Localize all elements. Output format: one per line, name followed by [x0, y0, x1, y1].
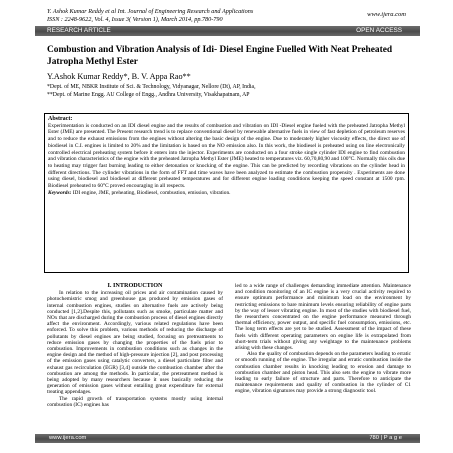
- left-paragraph-1: In relation to the increasing oil prices and air contamination caused by photochemistric smog and greenhouse gas produced by emission gases of internal combustion engines, studies on alternative fuels are actively being conducted [1,2].Despite this, pollutants such as smoke, particulate matter and NOx that are discharged during the combustion process of diesel engines directly affect the environment. Accordingly, various related regulations have been enforced. To solve this problem, various methods of reducing the discharge of pollutants by diesel engines are being studied, focusing on pretreatments to reduce emission gases by changing the properties of the fuels prior to combustion. Improvements in combustion conditions such as changes in the engine design and the method of high-pressure injection [2], and post processing of the emission gases using catalytic converters, a diesel particulate filter and exhaust gas recirculation (EGR) [3,4] outside the combustion chamber after the combustion are among the methods. In particular, the pretreatment method is being adopted by many researchers because it uses basically reducing the generation of emission gases without entailing great expenditure for external treating appendages.: [47, 290, 223, 396]
- journal-issn-line: ISSN : 2248-9622, Vol. 4, Issue 3( Version 1), March 2014, pp.780-790: [47, 16, 223, 23]
- affiliation-2: **Dept. of Marine Engg. AU College of Engg., Andhra University, Visakhapatnam, AP: [47, 92, 250, 98]
- keywords-text: IDI engine, JME, preheating, Biodiesel, combustion, emission, vibration.: [71, 189, 231, 196]
- right-column: [235, 283, 411, 418]
- paper-authors: Y.Ashok Kumar Reddy*, B. V. Appa Rao**: [47, 72, 191, 81]
- abstract-heading: Abstract:: [48, 116, 73, 122]
- section-title-introduction: I. INTRODUCTION: [107, 283, 163, 289]
- affiliation-1: *Dept. of ME, NBKR Institute of Sci. & Technology, Vidyanagar, Nellore (Dt), AP, India,: [47, 84, 256, 90]
- left-paragraph-2: The rapid growth of transportation systems mostly using internal combustion (IC) engines has: [47, 395, 223, 408]
- page-footer-bar: [35, 434, 420, 443]
- abstract-text: Experimentation is conducted on an IDI diesel engine and the results of combustion and vibration on IDI -Diesel engine fueled with the preheated Jatropha Methyl Ester (JME) are presented. The Present research trend is to replace conventional diesel by renewable alternative fuels in view of fast depletion of petroleum reserves and to reduce the exhaust emissions from the engines without altering the basic design of the engine. Due to moderately higher viscosity effects, the direct use of biodiesel in C.I. engines is limited to 20% and the limitation is based on the NO emission also. In this work, the biodiesel is preheated using on line electronically controlled electrical preheating system before it enters into the injector. Experiments are conducted on a four stroke single cylinder IDI engine to find combustion and vibration characteristics of the engine with the preheated Jatropha Methyl Ester (JME) heated to temperatures viz. 60,70,80,90 and 100°C. Normally this oils due to heating may trigger fast burning leading to either detonation or knocking of the engine. This can be predicted by recording vibrations on the cylinder head in different directions. The cylinder vibrations in the form of FFT and time waves have been analyzed to estimate the combustion propensity . Experiments are done using diesel, biodiesel and biodiesel at different preheated temperatures and for different engine loading conditions keeping the speed constant at 1500 rpm. Biodiesel preheated to 60°C proved encouraging in all respects.: [48, 122, 405, 190]
- journal-website[interactable]: www.ijera.com: [367, 11, 406, 18]
- article-type-bar: [35, 26, 420, 36]
- left-column: [47, 283, 223, 418]
- paper-title: Combustion and Vibration Analysis of Idi- Diesel Engine Fuelled With Neat Preheated Jatropha Methyl Ester: [47, 45, 393, 67]
- abstract-box: [44, 113, 409, 273]
- page-number: 780 | P a g e: [369, 435, 402, 441]
- footer-website[interactable]: www.ijera.com: [49, 435, 87, 441]
- right-paragraph-1: led to a wide range of challenges demanding immediate attention. Maintenance and condition monitoring of an IC engine is a very crucial activity required to ensure optimum performance and minimum load on the environment by restricting emissions to bare minimum levels ensuring reliability of engine parts by the way of lesser vibrating engine. In most of the studies with biodiesel fuel, the researchers concentrated on the engine performance measured through thermal efficiency, power output, and specific fuel consumption, emissions, etc. The long term effects are yet to be studied. Assessment of the impact of these fuels with different operating parameters on engine life is extrapolated from short-term trials without giving any weightage to the maintenance problems arising with these changes.: [235, 283, 411, 352]
- keywords-label: Keywords:: [48, 189, 72, 196]
- article-type-label: RESEARCH ARTICLE: [47, 27, 111, 34]
- right-paragraph-2: Also the quality of combustion depends on the parameters leading to erratic or smooth running of the engine. The irregular and erratic combustion inside the combustion chamber results in knocking leading to erosion and damage to combustion chamber and piston head. This also sets the engine to vibrate more leading to early failure of structure and parts. Therefore to anticipate the maintenance requirements and quality of combustion in the cylinder of C1 engine, vibration signatures may provide a strong diagnostic tool.: [235, 351, 411, 395]
- journal-citation-line: Y. Ashok Kumar Reddy et al Int. Journal of Engineering Research and Applications: [47, 8, 254, 15]
- open-access-label: OPEN ACCESS: [356, 27, 402, 34]
